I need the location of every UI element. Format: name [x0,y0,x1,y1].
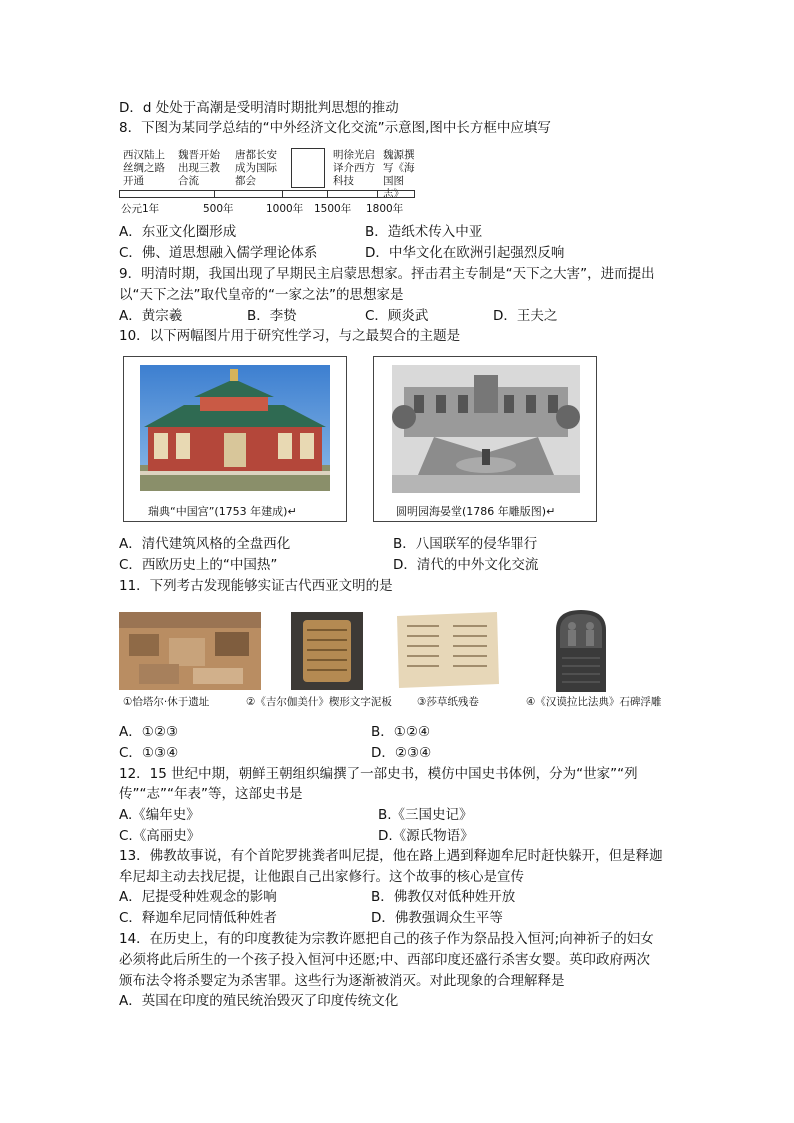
timeline-tick [377,190,378,198]
yuanmingyuan-picture [373,356,597,522]
q13-option-c: C．释迦牟尼同情低种姓者 [119,910,277,926]
q13-stem: 13．佛教故事说，有个首陀罗挑粪者叫尼提，他在路上遇到释迦牟尼时赶快躲开，但是释迦 [119,848,663,864]
timeline-label: 1800年 [366,203,404,215]
q13-option-d: D．佛教强调众生平等 [371,910,503,926]
timeline-label: 1500年 [314,203,352,215]
timeline-event: 魏晋开始 出现三教 合流 [178,149,220,187]
q9-stem: 9．明清时期，我国出现了早期民主启蒙思想家。抨击君主专制是“天下之大害”，进而提出 [119,266,655,282]
q14-stem-cont: 必须将此后所生的一个孩子投入恒河中还愿;中、西部印度还盛行杀害女婴。英印政府两次 [119,952,651,968]
q8-option-b: B．造纸术传入中亚 [365,224,483,240]
q14-stem-cont: 颁布法令将杀婴定为杀害罪。这些行为逐渐被消灭。对此现象的合理解释是 [119,973,565,989]
q12-stem-cont: 传”“志”“年表”等，这部史书是 [119,786,303,802]
q9-option-b: B．李贽 [247,308,297,324]
picture-caption: 瑞典“中国宫”(1753 年建成)↵ [148,505,297,518]
image-caption: ①恰塔尔·休于遗址 [123,696,210,708]
gilgamesh-tablet-photo [291,612,363,690]
hammurabi-stele-photo [550,608,612,692]
swedish-china-palace-picture [123,356,347,522]
timeline-tick [214,190,215,198]
q10-option-a: A．清代建筑风格的全盘西化 [119,536,291,552]
catalhoyuk-site-photo [119,612,261,690]
q11-stem: 11．下列考古发现能够实证古代西亚文明的是 [119,578,393,594]
q13-option-b: B．佛教仅对低种姓开放 [371,889,516,905]
timeline-event: 明徐光启 译介西方 科技 [333,149,375,187]
q11-option-b: B．①②④ [371,724,431,740]
q8-option-c: C．佛、道思想融入儒学理论体系 [119,245,318,261]
q9-option-a: A．黄宗羲 [119,308,183,324]
q11-option-a: A．①②③ [119,724,179,740]
image-caption: ②《吉尔伽美什》楔形文字泥板 [246,696,392,708]
q8-timeline [119,145,419,215]
timeline-label: 500年 [203,203,234,215]
q11-option-d: D．②③④ [371,745,432,761]
timeline-event: 魏源撰 写《海 国图志》 [383,149,415,200]
timeline-label: 公元1年 [121,203,160,215]
q12-option-c: C.《高丽史》 [119,828,201,844]
china-palace-photo [124,357,346,497]
timeline-bar [119,190,415,198]
q13-option-a: A．尼提受种姓观念的影响 [119,889,277,905]
q7-option-d: D．d 处处于高潮是受明清时期批判思想的推动 [119,100,399,116]
q8-option-d: D．中华文化在欧洲引起强烈反响 [365,245,565,261]
q8-option-a: A．东亚文化圈形成 [119,224,237,240]
q12-option-a: A.《编年史》 [119,807,200,823]
q14-stem: 14．在历史上，有的印度教徒为宗教许愿把自己的孩子作为祭品投入恒河;向神祈子的妇女 [119,931,654,947]
q10-option-d: D．清代的中外文化交流 [393,557,539,573]
image-caption: ③莎草纸残卷 [417,696,479,708]
q14-option-a: A．英国在印度的殖民统治毁灭了印度传统文化 [119,993,399,1009]
q11-option-c: C．①③④ [119,745,179,761]
blank-box [291,148,325,188]
timeline-label: 1000年 [266,203,304,215]
timeline-event: 唐都长安 成为国际 都会 [235,149,277,187]
timeline-tick [327,190,328,198]
picture-caption: 圆明园海晏堂(1786 年雕版图)↵ [396,505,556,518]
timeline-event: 西汉陆上 丝绸之路 开通 [123,149,165,187]
q10-stem: 10．以下两幅图片用于研究性学习，与之最契合的主题是 [119,328,461,344]
q10-option-b: B．八国联军的侵华罪行 [393,536,538,552]
q12-stem: 12．15 世纪中期，朝鲜王朝组织编撰了一部史书，模仿中国史书体例，分为“世家”“列 [119,766,638,782]
q8-stem: 8．下图为某同学总结的“中外经济文化交流”示意图,图中长方框中应填写 [119,120,551,136]
q9-option-d: D．王夫之 [493,308,558,324]
haiyantang-engraving [374,357,596,497]
papyrus-fragment-photo [393,610,501,690]
timeline-tick [282,190,283,198]
q13-stem-cont: 牟尼却主动去找尼提，让他跟自己出家修行。这个故事的核心是宣传 [119,869,524,885]
q9-option-c: C．顾炎武 [365,308,429,324]
q10-option-c: C．西欧历史上的“中国热” [119,557,278,573]
q9-stem-cont: 以“天下之法”取代皇帝的“一家之法”的思想家是 [119,287,404,303]
image-caption: ④《汉谟拉比法典》石碑浮雕 [526,696,662,708]
q12-option-d: D.《源氏物语》 [378,828,474,844]
q12-option-b: B.《三国史记》 [378,807,473,823]
